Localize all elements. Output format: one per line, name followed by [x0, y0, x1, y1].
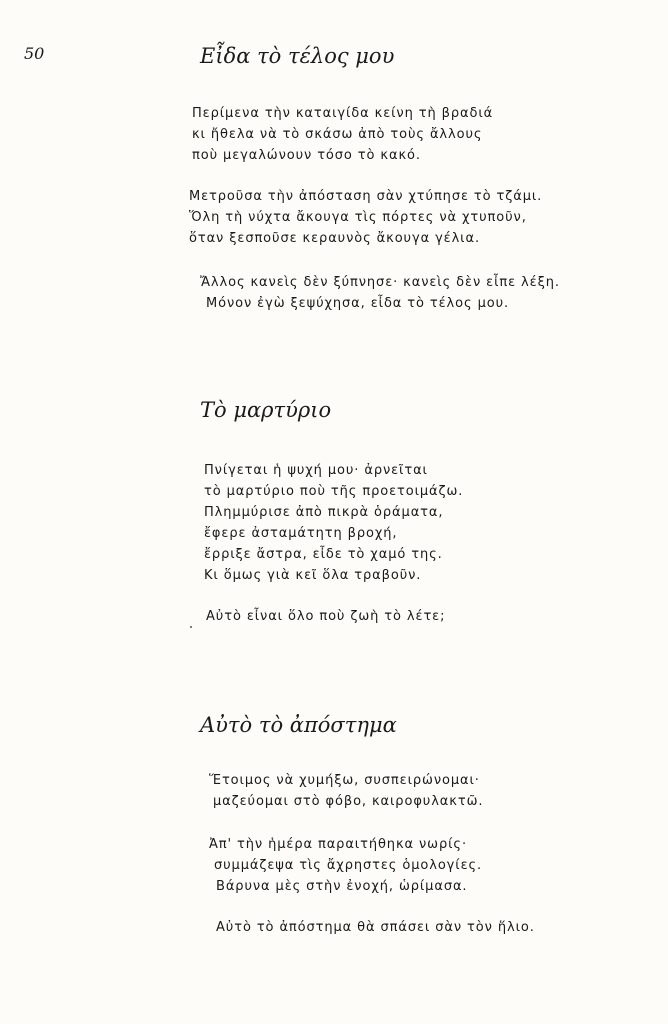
poem-line: μαζεύομαι στὸ φόβο, καιροφυλακτῶ.: [213, 794, 484, 809]
poem-line: Βάρυνα μὲς στὴν ἐνοχή, ὡρίμασα.: [216, 879, 468, 894]
poem-line: συμμάζεψα τὶς ἄχρηστες ὁμολογίες.: [214, 858, 483, 873]
poem-line: τὸ μαρτύριο ποὺ τῆς προετοιμάζω.: [204, 484, 464, 499]
poem-line: ἔρριξε ἄστρα, εἶδε τὸ χαμό της.: [204, 547, 443, 562]
poem-line: Κι ὅμως γιὰ κεῖ ὅλα τραβοῦν.: [204, 568, 422, 583]
stanza: [216, 917, 535, 938]
poem-line: ὅταν ξεσποῦσε κεραυνὸς ἄκουγα γέλια.: [189, 231, 480, 246]
stanza: [189, 186, 542, 249]
poem-line: Αὐτὸ τὸ ἀπόστημα θὰ σπάσει σὰν τὸν ἥλιο.: [216, 920, 535, 935]
poem-title: Εἶδα τὸ τέλος μου: [200, 44, 395, 68]
page-number: 50: [24, 44, 45, 63]
stanza: [209, 834, 482, 897]
stanza: [206, 606, 445, 627]
poem-line: ἔφερε ἀσταμάτητη βροχή,: [204, 526, 398, 541]
poem-line: ποὺ μεγαλώνουν τόσο τὸ κακό.: [192, 148, 421, 163]
poem-line: Μετροῦσα τὴν ἀπόσταση σὰν χτύπησε τὸ τζάμι.: [189, 189, 543, 204]
poem-line: Ἄλλος κανεὶς δὲν ξύπνησε· κανεὶς δὲν εἶπε λέξη.: [200, 275, 560, 290]
poem-line: Πλημμύρισε ἀπὸ πικρὰ ὁράματα,: [204, 505, 444, 520]
stanza: [200, 272, 560, 314]
poem-line: Περίμενα τὴν καταιγίδα κείνη τὴ βραδιά: [192, 106, 494, 121]
stanza: [204, 460, 463, 586]
poem-line: Ἀπ' τὴν ἡμέρα παραιτήθηκα νωρίς·: [209, 837, 467, 852]
speck: [190, 626, 192, 628]
poem-title: Τὸ μαρτύριο: [200, 398, 332, 422]
poem-line: κι ἤθελα νὰ τὸ σκάσω ἀπὸ τοὺς ἄλλους: [192, 127, 483, 142]
poem-line: Μόνον ἐγὼ ξεψύχησα, εἶδα τὸ τέλος μου.: [206, 296, 510, 311]
poem-line: Ὅλη τὴ νύχτα ἄκουγα τὶς πόρτες νὰ χτυποῦν,: [189, 210, 527, 225]
stanza: [209, 770, 483, 812]
poem-line: Ἕτοιμος νὰ χυμήξω, συσπειρώνομαι·: [209, 773, 480, 788]
stanza: [192, 103, 493, 166]
poem-line: Αὐτὸ εἶναι ὅλο ποὺ ζωὴ τὸ λέτε;: [206, 609, 446, 624]
poem-title: Αὐτὸ τὸ ἀπόστημα: [200, 713, 397, 737]
poem-line: Πνίγεται ἡ ψυχή μου· ἀρνεῖται: [204, 463, 428, 478]
